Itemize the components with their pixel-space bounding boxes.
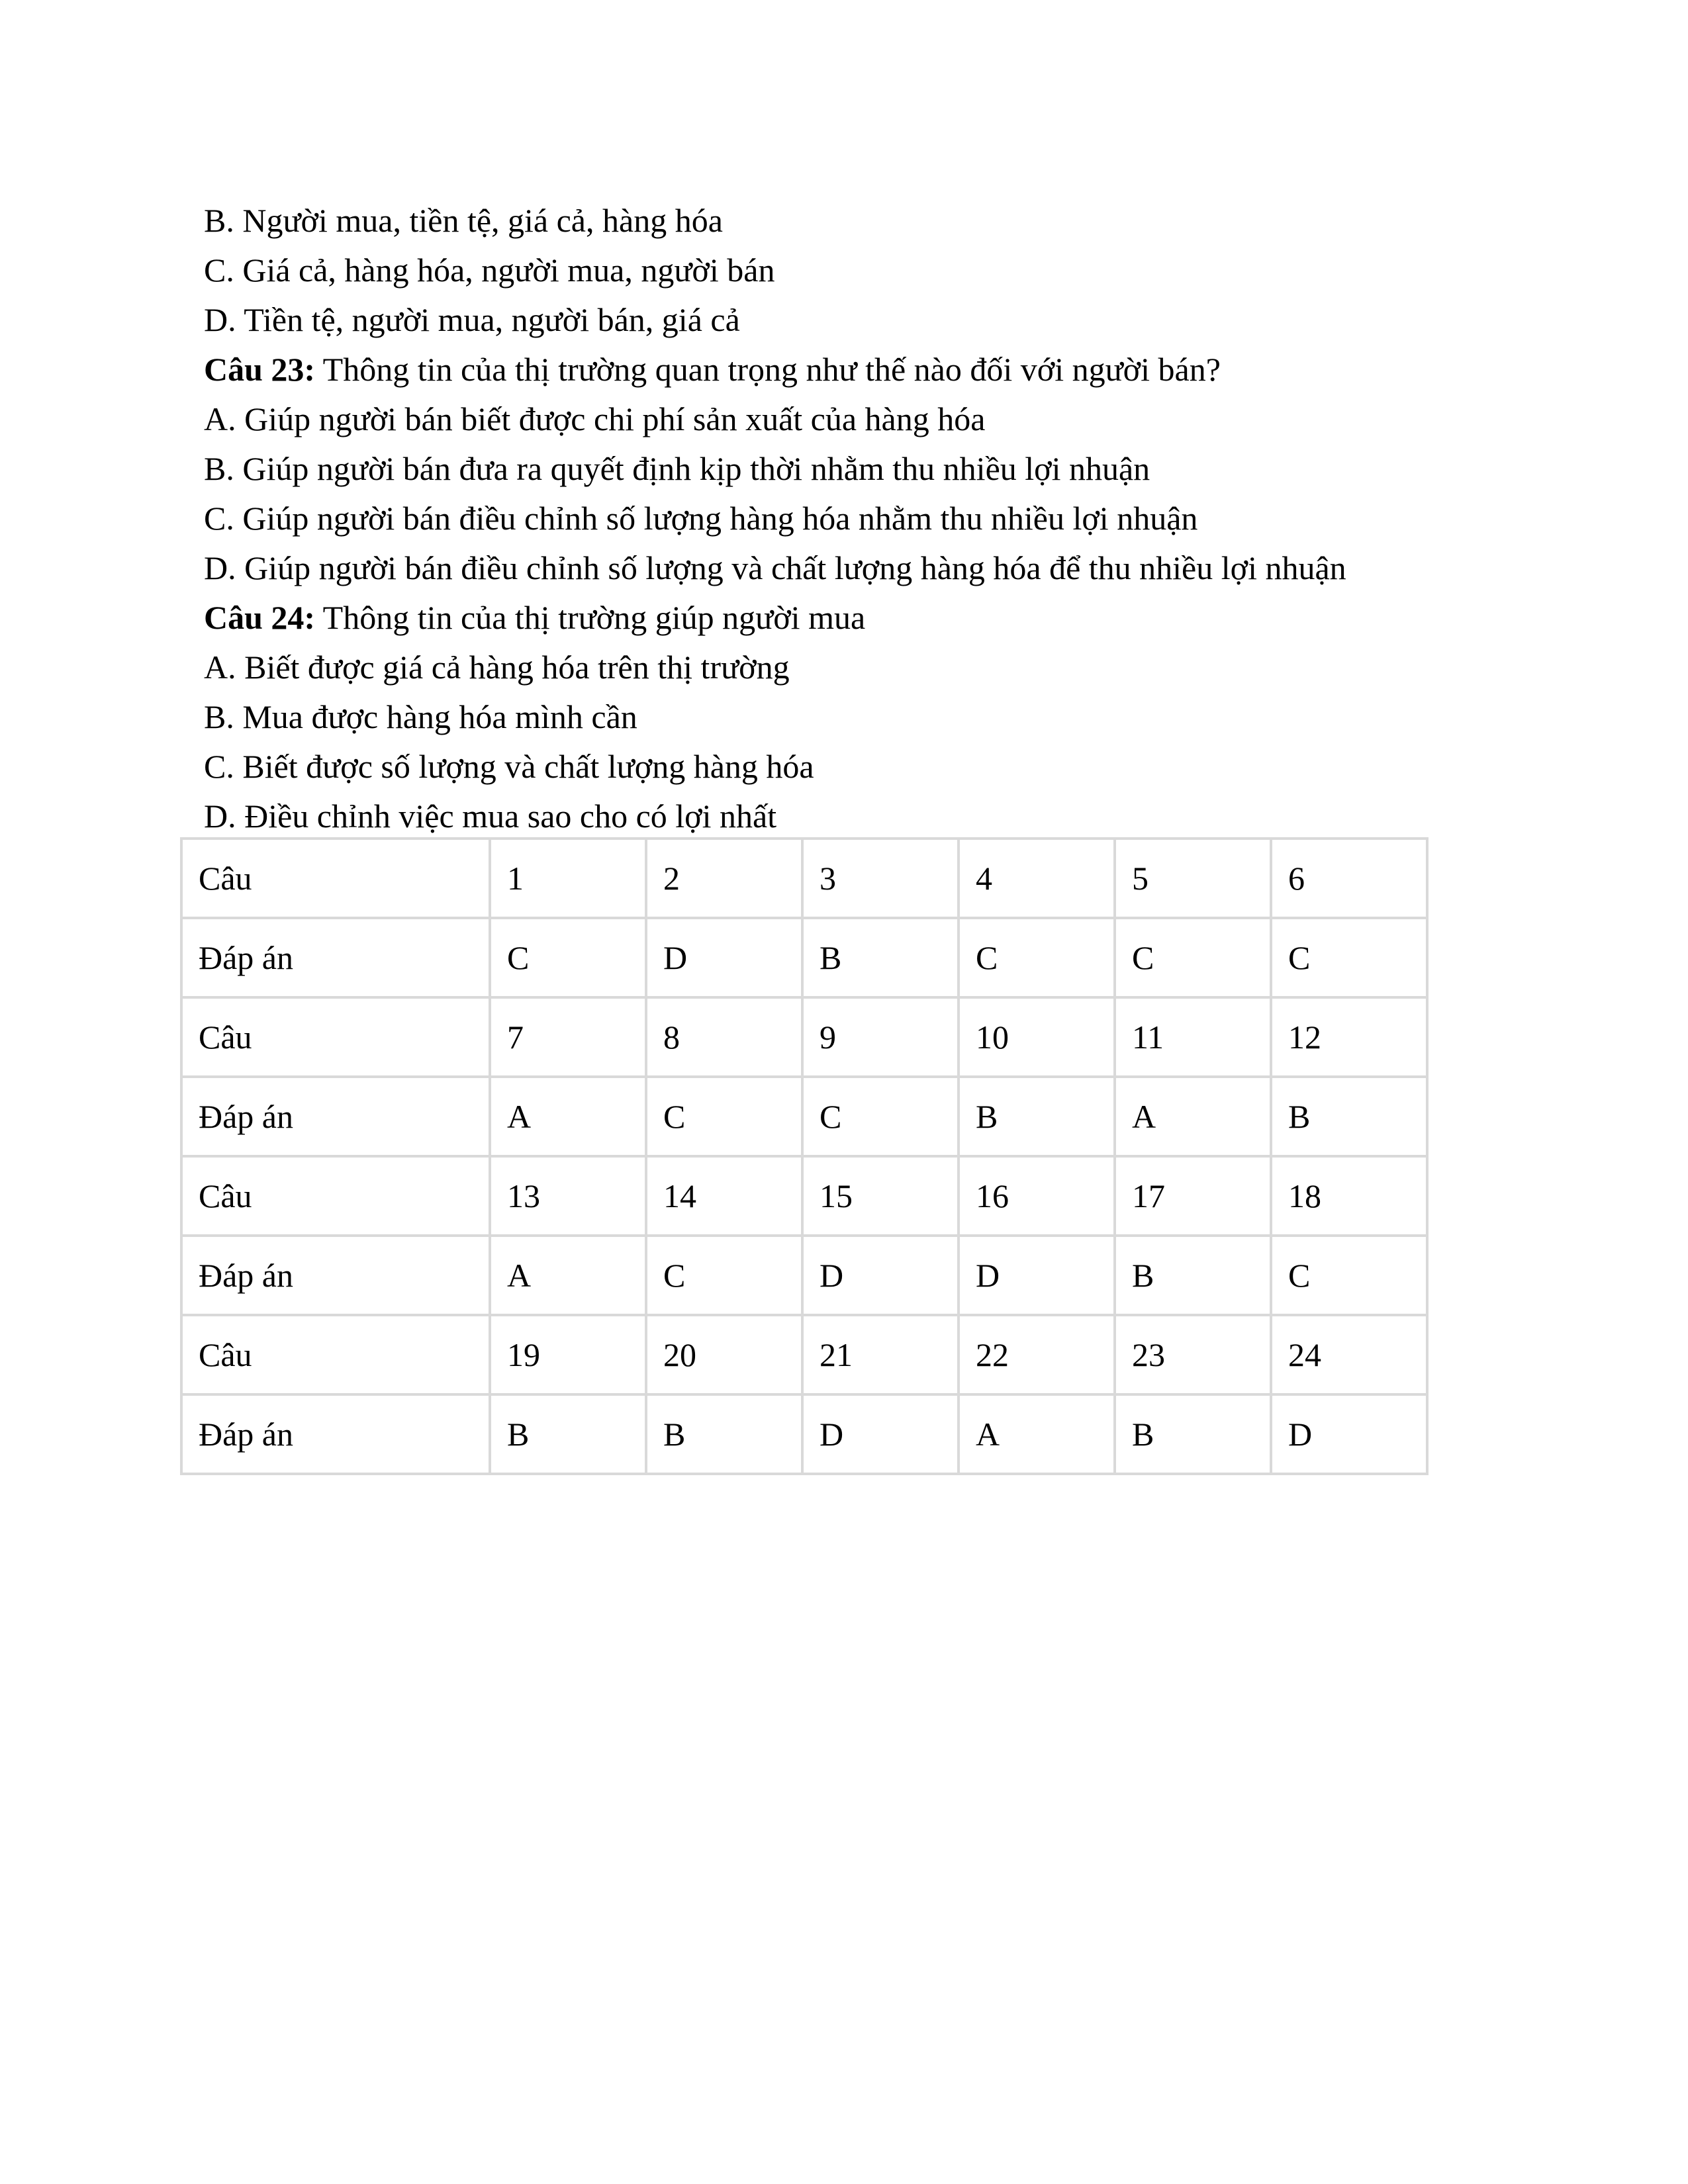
question-24 — [204, 593, 1528, 643]
table-cell: Câu — [181, 1315, 490, 1394]
document-body — [204, 196, 1528, 841]
table-cell: 20 — [646, 1315, 802, 1394]
question-label: Câu 23: — [204, 351, 316, 388]
table-cell: 2 — [646, 839, 802, 918]
option-line: A. Biết được giá cả hàng hóa trên thị trường — [204, 649, 790, 686]
table-row — [181, 839, 1427, 918]
table-row — [181, 918, 1427, 997]
table-cell: C — [1271, 1236, 1427, 1315]
table-cell: 14 — [646, 1156, 802, 1236]
table-cell: Câu — [181, 839, 490, 918]
table-row — [181, 1394, 1427, 1474]
table-cell: 19 — [490, 1315, 646, 1394]
option-line: C. Giá cả, hàng hóa, người mua, người bán — [204, 251, 775, 289]
question-label: Câu 24: — [204, 599, 316, 636]
table-cell: C — [646, 1077, 802, 1156]
question-23 — [204, 345, 1528, 394]
table-cell: 21 — [802, 1315, 959, 1394]
table-cell: 8 — [646, 997, 802, 1077]
table-row — [181, 1315, 1427, 1394]
table-cell: D — [802, 1236, 959, 1315]
option-line: A. Giúp người bán biết được chi phí sản xuất của hàng hóa — [204, 400, 986, 437]
table-cell: 5 — [1115, 839, 1271, 918]
table-cell: B — [1271, 1077, 1427, 1156]
option-line: B. Mua được hàng hóa mình cần — [204, 698, 637, 735]
table-cell: 23 — [1115, 1315, 1271, 1394]
option-line: B. Người mua, tiền tệ, giá cả, hàng hóa — [204, 202, 723, 239]
table-cell: 3 — [802, 839, 959, 918]
table-cell: A — [490, 1236, 646, 1315]
question-text: Thông tin của thị trường giúp người mua — [315, 599, 866, 636]
table-cell: B — [959, 1077, 1115, 1156]
table-cell: 9 — [802, 997, 959, 1077]
table-cell: 11 — [1115, 997, 1271, 1077]
table-cell: D — [646, 918, 802, 997]
table-cell: 6 — [1271, 839, 1427, 918]
table-cell: A — [1115, 1077, 1271, 1156]
table-cell: Đáp án — [181, 918, 490, 997]
table-row — [181, 1077, 1427, 1156]
table-cell: 13 — [490, 1156, 646, 1236]
table-cell: 12 — [1271, 997, 1427, 1077]
table-cell: 10 — [959, 997, 1115, 1077]
answer-table — [180, 837, 1429, 1475]
table-cell: D — [802, 1394, 959, 1474]
table-cell: 15 — [802, 1156, 959, 1236]
table-cell: 24 — [1271, 1315, 1427, 1394]
table-cell: C — [1271, 918, 1427, 997]
table-cell: Câu — [181, 997, 490, 1077]
option-line: D. Giúp người bán điều chỉnh số lượng và chất lượng hàng hóa để thu nhiều lợi nhuận — [204, 549, 1346, 586]
option-line: D. Tiền tệ, người mua, người bán, giá cả — [204, 301, 740, 338]
table-row — [181, 1156, 1427, 1236]
table-cell: D — [1271, 1394, 1427, 1474]
table-cell: B — [802, 918, 959, 997]
table-cell: Đáp án — [181, 1236, 490, 1315]
table-cell: 7 — [490, 997, 646, 1077]
question-text: Thông tin của thị trường quan trọng như thế nào đối với người bán? — [315, 351, 1221, 388]
option-line: D. Điều chỉnh việc mua sao cho có lợi nhất — [204, 797, 777, 835]
table-row — [181, 997, 1427, 1077]
table-cell: C — [802, 1077, 959, 1156]
table-cell: B — [1115, 1236, 1271, 1315]
table-cell: 4 — [959, 839, 1115, 918]
table-cell: Đáp án — [181, 1394, 490, 1474]
table-cell: C — [490, 918, 646, 997]
table-cell: C — [1115, 918, 1271, 997]
table-cell: B — [646, 1394, 802, 1474]
table-cell: D — [959, 1236, 1115, 1315]
table-cell: A — [490, 1077, 646, 1156]
table-cell: 16 — [959, 1156, 1115, 1236]
table-cell: Câu — [181, 1156, 490, 1236]
table-cell: C — [959, 918, 1115, 997]
option-line: C. Giúp người bán điều chỉnh số lượng hàng hóa nhằm thu nhiều lợi nhuận — [204, 500, 1198, 537]
table-cell: B — [1115, 1394, 1271, 1474]
table-cell: 22 — [959, 1315, 1115, 1394]
option-line: B. Giúp người bán đưa ra quyết định kịp thời nhằm thu nhiều lợi nhuận — [204, 450, 1150, 487]
option-line: C. Biết được số lượng và chất lượng hàng hóa — [204, 748, 814, 785]
table-cell: A — [959, 1394, 1115, 1474]
table-cell: Đáp án — [181, 1077, 490, 1156]
table-row — [181, 1236, 1427, 1315]
table-cell: 1 — [490, 839, 646, 918]
table-cell: 17 — [1115, 1156, 1271, 1236]
table-cell: 18 — [1271, 1156, 1427, 1236]
table-cell: B — [490, 1394, 646, 1474]
table-cell: C — [646, 1236, 802, 1315]
